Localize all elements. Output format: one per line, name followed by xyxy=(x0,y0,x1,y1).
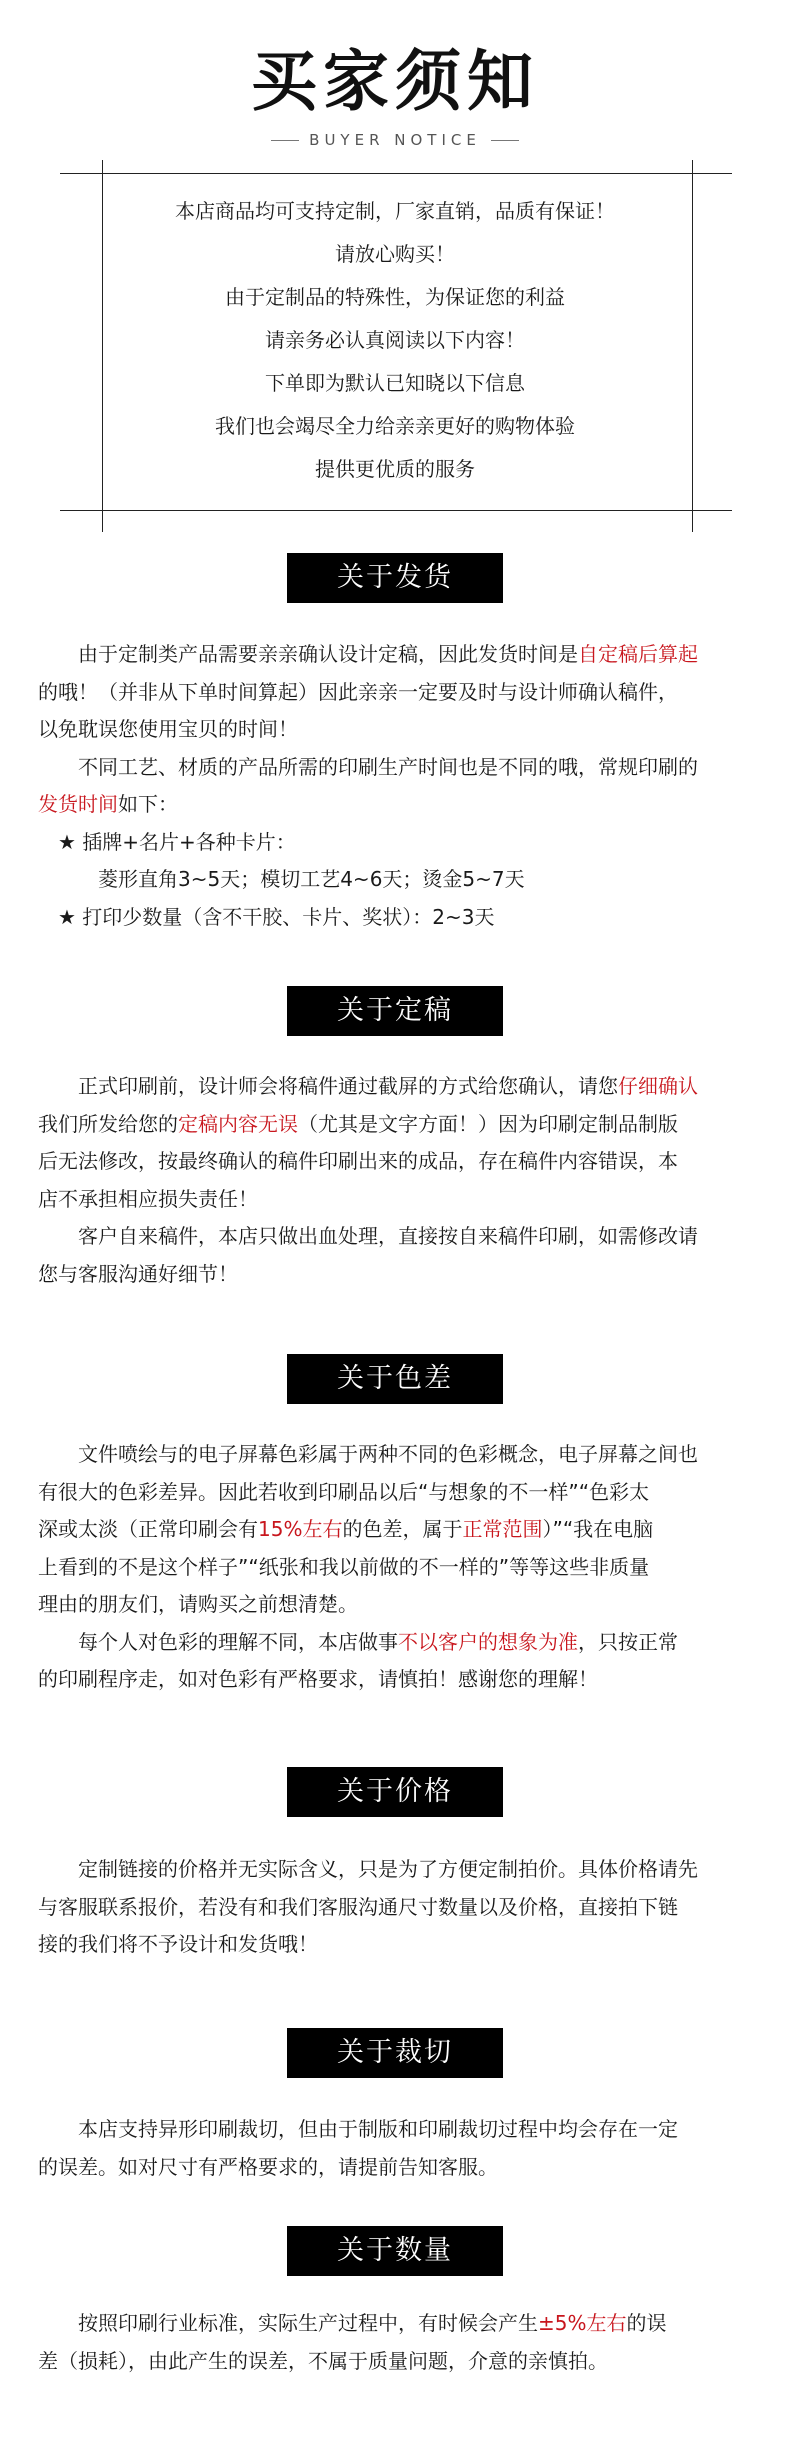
body-text-line xyxy=(38,674,758,712)
body-text: 的误 xyxy=(626,2311,667,2335)
notice-line: 下单即为默认已知晓以下信息 xyxy=(265,371,525,395)
subtitle-left-rule xyxy=(271,140,299,141)
highlighted-text: 自定稿后算起 xyxy=(578,642,698,666)
body-text: 每个人对色彩的理解不同，本店做事 xyxy=(38,1629,398,1654)
frame-bottom-rule xyxy=(60,510,732,511)
body-text-line xyxy=(38,749,758,787)
highlighted-text: 定稿内容无误 xyxy=(178,1111,298,1136)
body-text-line xyxy=(38,1256,758,1294)
body-text-line xyxy=(38,2111,758,2149)
body-text-line xyxy=(38,1181,758,1219)
body-text-line xyxy=(38,2305,758,2343)
body-text: 正式印刷前，设计师会将稿件通过截屏的方式给您确认，请您 xyxy=(38,1074,618,1098)
body-text-line xyxy=(38,1661,758,1699)
body-text: 的误差。如对尺寸有严格要求的，请提前告知客服。 xyxy=(38,2154,498,2179)
highlighted-text: ±5%左右 xyxy=(538,2311,627,2335)
heading-shipping: 关于发货 xyxy=(287,553,503,603)
body-text: 按照印刷行业标准，实际生产过程中，有时候会产生 xyxy=(38,2311,538,2335)
highlighted-text: 正常范围 xyxy=(462,1517,543,1541)
body-text: （尤其是文字方面！）因为印刷定制品制版 xyxy=(298,1111,678,1136)
body-text-line xyxy=(38,861,758,899)
body-text: 菱形直角3~5天；模切工艺4~6天；烫金5~7天 xyxy=(38,867,525,891)
body-text-line xyxy=(38,1851,758,1889)
notice-line: 由于定制品的特殊性，为保证您的利益 xyxy=(225,285,565,309)
body-text: 的哦！（并非从下单时间算起）因此亲亲一定要及时与设计师确认稿件， xyxy=(38,679,678,704)
section-proof-body xyxy=(38,1068,758,1293)
section-price-body xyxy=(38,1851,758,1964)
body-text-line xyxy=(38,786,758,824)
body-text: 客户自来稿件，本店只做出血处理，直接按自来稿件印刷，如需修改请 xyxy=(38,1224,698,1248)
page-subtitle: BUYER NOTICE xyxy=(309,131,481,149)
body-text: ）”“我在电脑 xyxy=(542,1517,654,1541)
body-text: 不同工艺、材质的产品所需的印刷生产时间也是不同的哦，常规印刷的 xyxy=(38,754,698,779)
body-text-line xyxy=(38,1068,758,1106)
body-text: 与客服联系报价，若没有和我们客服沟通尺寸数量以及价格，直接拍下链 xyxy=(38,1894,678,1919)
body-text-line xyxy=(38,1474,758,1512)
section-color-difference-body xyxy=(38,1436,758,1699)
body-text: 的印刷程序走，如对色彩有严格要求，请慎拍！感谢您的理解！ xyxy=(38,1667,598,1691)
heading-color-difference: 关于色差 xyxy=(287,1354,503,1404)
body-text: 文件喷绘与的电子屏幕色彩属于两种不同的色彩概念，电子屏幕之间也 xyxy=(38,1442,698,1466)
body-text: 定制链接的价格并无实际含义，只是为了方便定制拍价。具体价格请先 xyxy=(38,1857,698,1881)
body-text: 后无法修改，按最终确认的稿件印刷出来的成品，存在稿件内容错误，本 xyxy=(38,1149,678,1173)
body-text: 以免耽误您使用宝贝的时间！ xyxy=(38,717,298,741)
body-text: 有很大的色彩差异。因此若收到印刷品以后“与想象的不一样”“色彩太 xyxy=(38,1479,650,1504)
body-text: 理由的朋友们，请购买之前想清楚。 xyxy=(38,1592,358,1616)
section-shipping-body xyxy=(38,636,758,936)
body-text-line xyxy=(38,824,758,862)
highlighted-text: 仔细确认 xyxy=(618,1074,698,1098)
body-text: ★ 插牌+名片+各种卡片： xyxy=(38,829,296,854)
body-text-line xyxy=(38,1926,758,1964)
notice-line: 本店商品均可支持定制，厂家直销，品质有保证！ xyxy=(175,199,615,223)
body-text: 本店支持异形印刷裁切，但由于制版和印刷裁切过程中均会存在一定 xyxy=(38,2117,678,2141)
body-text-line xyxy=(38,1549,758,1587)
body-text-line xyxy=(38,1143,758,1181)
body-text-line xyxy=(38,711,758,749)
body-text: 您与客服沟通好细节！ xyxy=(38,1261,238,1286)
body-text: 差（损耗），由此产生的误差，不属于质量问题，介意的亲慎拍。 xyxy=(38,2348,608,2373)
body-text-line xyxy=(38,2343,758,2381)
frame-top-rule xyxy=(60,173,732,174)
body-text-line xyxy=(38,899,758,937)
heading-proof: 关于定稿 xyxy=(287,986,503,1036)
body-text-line xyxy=(38,1586,758,1624)
body-text: ，只按正常 xyxy=(578,1629,678,1654)
body-text: 由于定制类产品需要亲亲确认设计定稿，因此发货时间是 xyxy=(38,642,578,666)
highlighted-text: 发货时间 xyxy=(38,792,118,816)
body-text: 上看到的不是这个样子”“纸张和我以前做的不一样的”等等这些非质量 xyxy=(38,1554,650,1579)
body-text-line xyxy=(38,636,758,674)
heading-cutting: 关于裁切 xyxy=(287,2028,503,2078)
notice-line: 我们也会竭尽全力给亲亲更好的购物体验 xyxy=(215,414,575,438)
body-text: 深或太淡（正常印刷会有 xyxy=(38,1517,258,1541)
body-text-line xyxy=(38,1436,758,1474)
body-text: 我们所发给您的 xyxy=(38,1111,178,1136)
body-text: 如下： xyxy=(118,792,178,816)
notice-block xyxy=(0,190,790,491)
heading-price: 关于价格 xyxy=(287,1767,503,1817)
body-text: 的色差，属于 xyxy=(342,1517,463,1541)
body-text-line xyxy=(38,1218,758,1256)
body-text: 店不承担相应损失责任！ xyxy=(38,1186,258,1211)
body-text-line xyxy=(38,1106,758,1144)
body-text-line xyxy=(38,1511,758,1549)
body-text-line xyxy=(38,1624,758,1662)
section-quantity-body xyxy=(38,2305,758,2380)
body-text: ★ 打印少数量（含不干胶、卡片、奖状）：2~3天 xyxy=(38,904,495,929)
notice-line: 提供更优质的服务 xyxy=(315,457,475,481)
subtitle-right-rule xyxy=(491,140,519,141)
heading-quantity: 关于数量 xyxy=(287,2226,503,2276)
highlighted-text: 不以客户的想象为准 xyxy=(398,1629,578,1654)
section-cutting-body xyxy=(38,2111,758,2186)
highlighted-text: 15%左右 xyxy=(258,1517,343,1541)
notice-line: 请放心购买！ xyxy=(335,242,455,266)
notice-line: 请亲务必认真阅读以下内容！ xyxy=(265,328,525,352)
body-text: 接的我们将不予设计和发货哦！ xyxy=(38,1932,318,1956)
body-text-line xyxy=(38,2149,758,2187)
page-subtitle-row xyxy=(0,128,790,152)
page-title: 买家须知 xyxy=(251,43,539,120)
body-text-line xyxy=(38,1889,758,1927)
